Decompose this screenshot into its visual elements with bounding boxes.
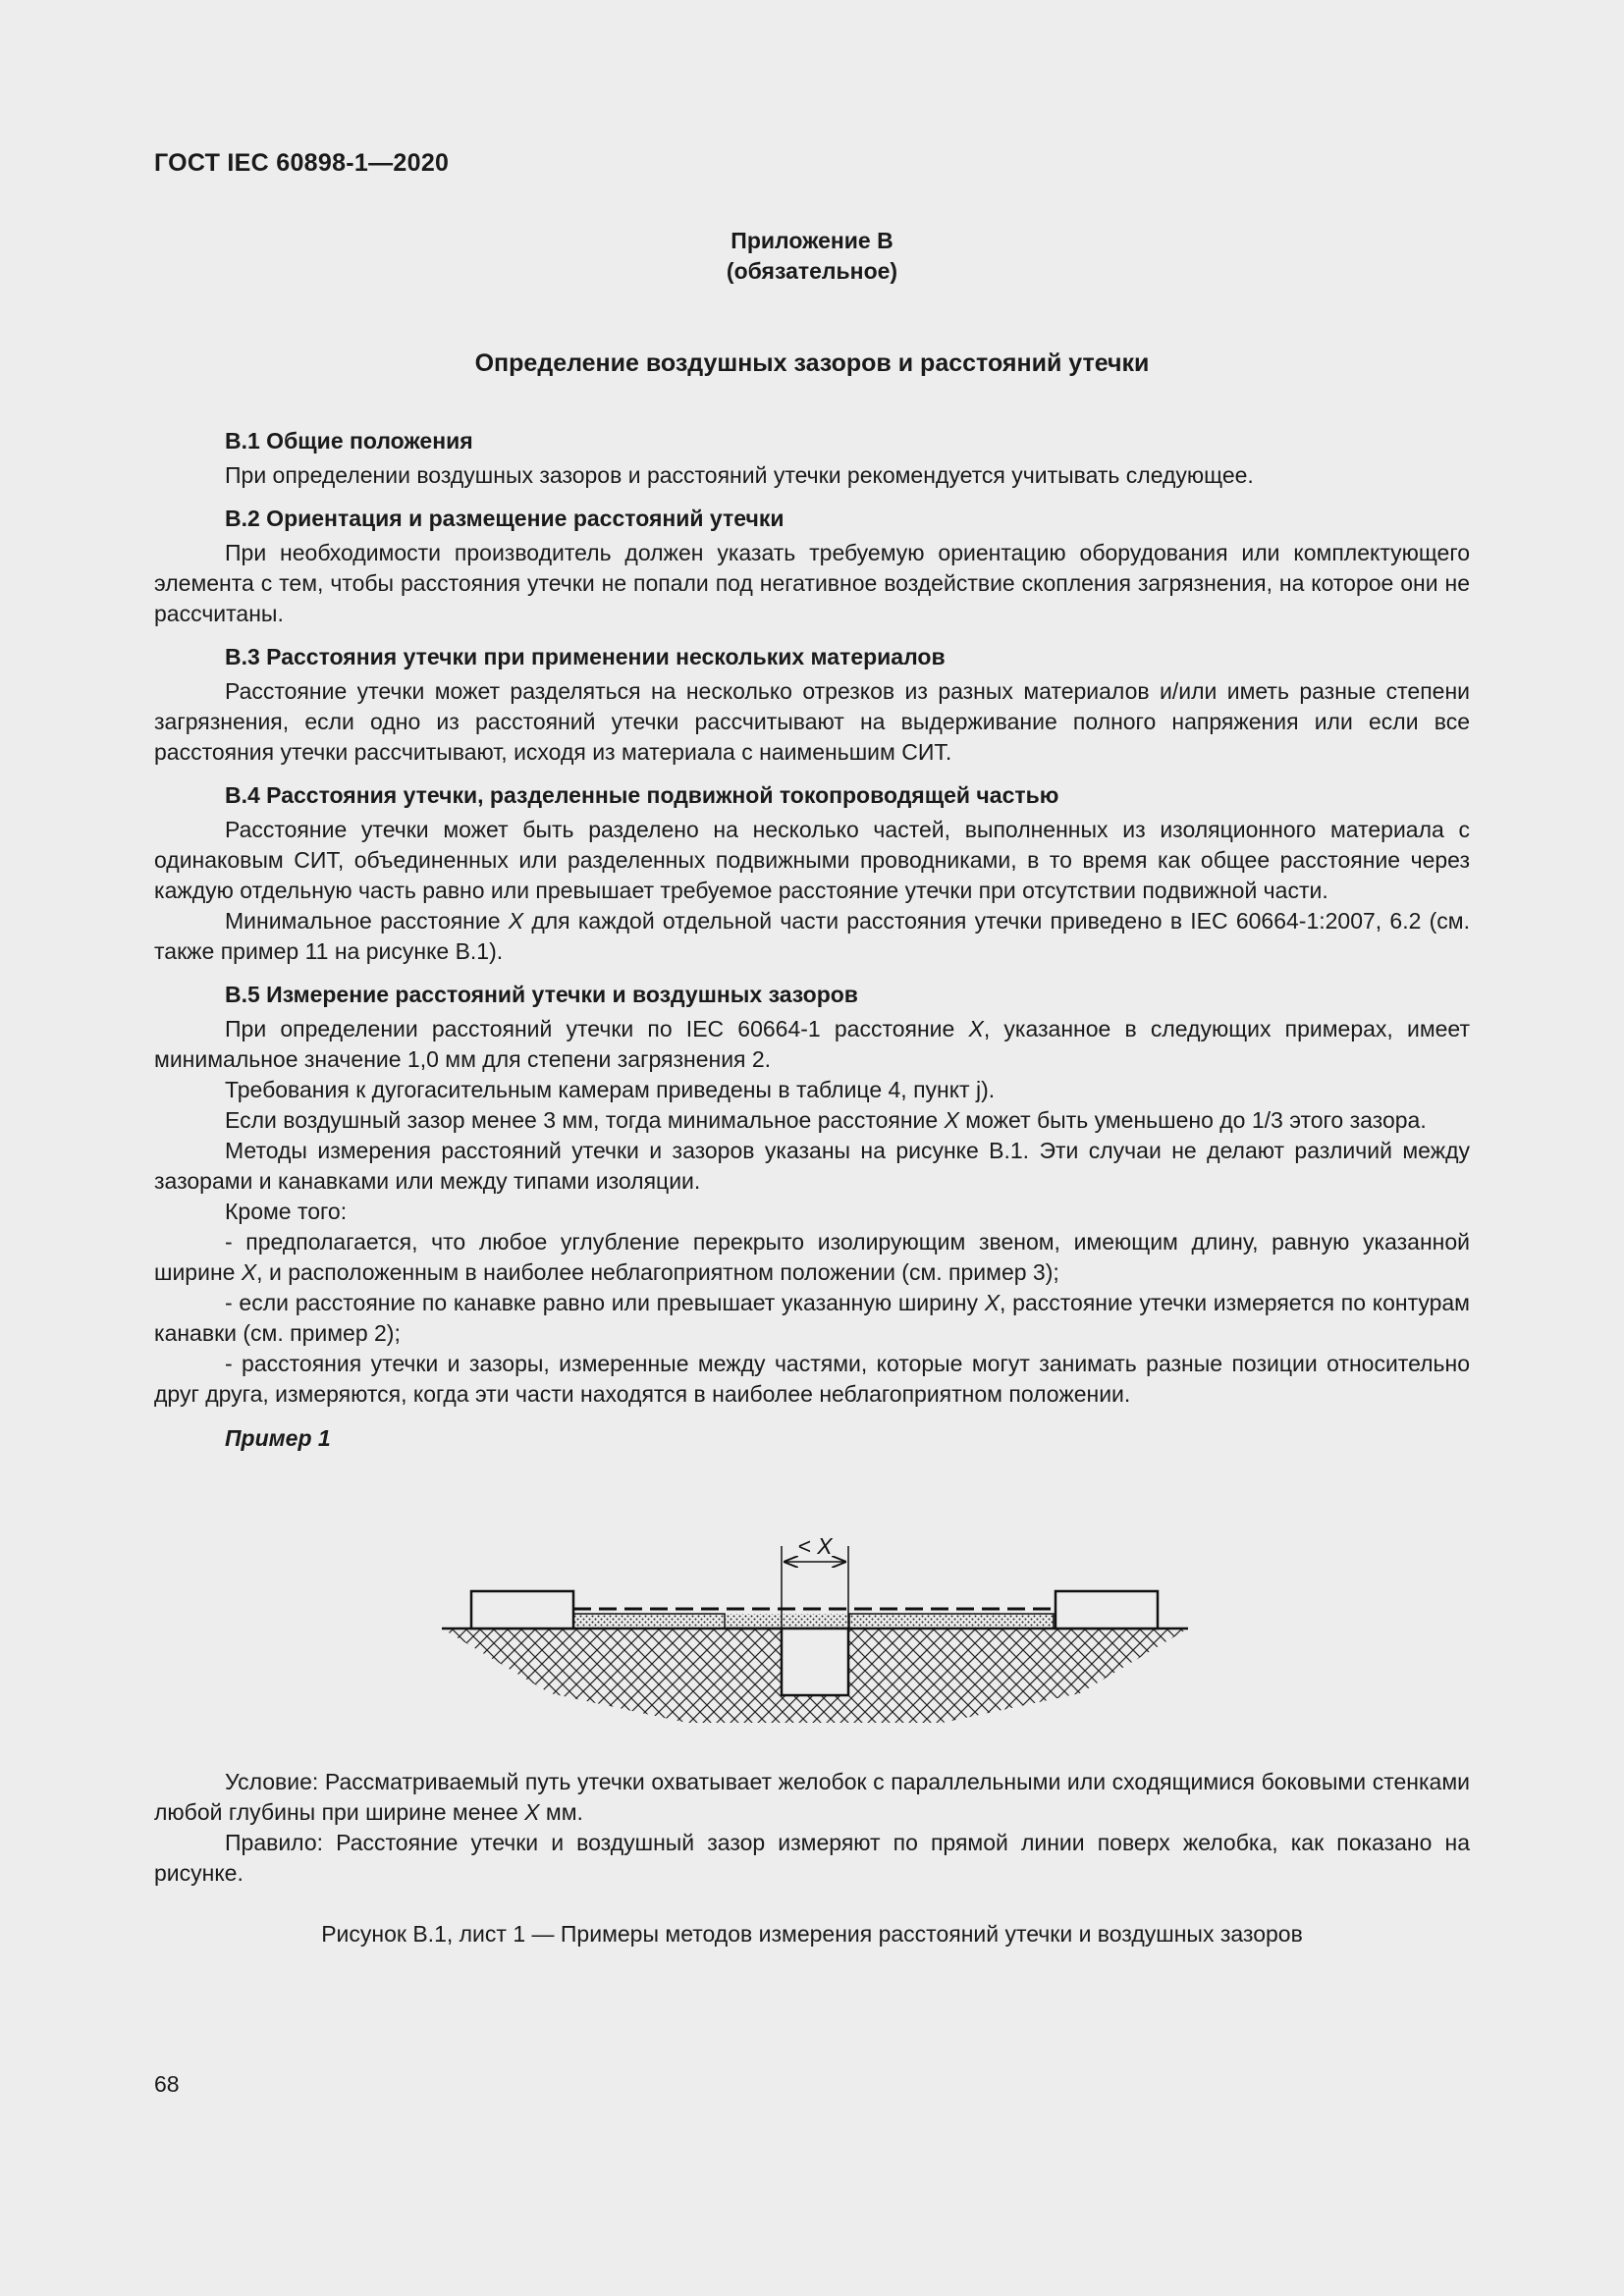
groove	[782, 1629, 848, 1695]
annex-name: Приложение В	[731, 228, 893, 253]
section-b5-text-1: При определении расстояний утечки по IEC 60664-1 расстояние X, указанное в следующих примерах, имеет минимальное значение 1,0 мм для степени загрязнения 2.	[154, 1016, 1470, 1072]
section-b2-text: При необходимости производитель должен указать требуемую ориентацию оборудования или комплектующего элемента с тем, чтобы расстояния утечки не попали под негативное воздействие скопления загрязнения, на которое они не рассчитаны.	[154, 540, 1470, 626]
conductor-right	[1056, 1591, 1158, 1629]
page-number: 68	[154, 2071, 180, 2097]
example-1-figure	[432, 1526, 1198, 1752]
section-b2-heading: В.2 Ориентация и размещение расстояний утечки	[225, 506, 785, 531]
section-b4-text-2: Минимальное расстояние X для каждой отдельной части расстояния утечки приведено в IEC 60664-1:2007, 6.2 (см. также пример 11 на рисунке В.1).	[154, 908, 1470, 964]
contamination-layer-right	[849, 1614, 1054, 1629]
condition-text: Условие: Рассматриваемый путь утечки охватывает желобок с параллельными или сходящимися боковыми стенками любой глубины при ширине менее X мм.	[154, 1769, 1470, 1825]
section-b5-list-item-2: - если расстояние по канавке равно или превышает указанную ширину X, расстояние утечки измеряется по контурам канавки (см. пример 2);	[154, 1290, 1470, 1346]
document-code: ГОСТ IEC 60898-1—2020	[154, 149, 450, 177]
contamination-layer-left	[573, 1614, 725, 1629]
section-b5-text-4: Методы измерения расстояний утечки и зазоров указаны на рисунке В.1. Эти случаи не делают различий между зазорами и канавками или между типами изоляции.	[154, 1138, 1470, 1194]
dimension-label: < X	[797, 1533, 833, 1559]
annex-type: (обязательное)	[726, 258, 898, 284]
conductor-left	[471, 1591, 573, 1629]
annex-title: Определение воздушных зазоров и расстояний утечки	[474, 349, 1150, 377]
section-b1-text: При определении воздушных зазоров и расстояний утечки рекомендуется учитывать следующее.	[225, 462, 1254, 488]
figure-caption: Рисунок В.1, лист 1 — Примеры методов измерения расстояний утечки и воздушных зазоров	[321, 1921, 1303, 1947]
section-b3-text: Расстояние утечки может разделяться на несколько отрезков из разных материалов и/или иметь разные степени загрязнения, если одно из расстояний утечки рассчитывают на выдерживание полного напряжения или если все расстояния утечки рассчитывают, исходя из материала с наименьшим СИТ.	[154, 678, 1470, 765]
section-b5-text-2: Требования к дугогасительным камерам приведены в таблице 4, пункт j).	[225, 1077, 996, 1102]
section-b4-heading: В.4 Расстояния утечки, разделенные подвижной токопроводящей частью	[225, 782, 1059, 808]
section-b4-text-1: Расстояние утечки может быть разделено на несколько частей, выполненных из изоляционного материала с одинаковым СИТ, объединенных или разделенных подвижными проводниками, в то время как общее расстояние через каждую отдельную часть равно или превышает требуемое расстояние утечки при отсутствии подвижной части.	[154, 817, 1470, 903]
annex-heading	[0, 226, 1624, 287]
section-b1-heading: В.1 Общие положения	[225, 428, 473, 454]
example-conditions	[154, 1767, 1470, 1889]
example-label: Пример 1	[225, 1425, 331, 1451]
section-b5-text-3: Если воздушный зазор менее 3 мм, тогда минимальное расстояние X может быть уменьшено до 1/3 этого зазора.	[225, 1107, 1427, 1133]
section-b5-heading: В.5 Измерение расстояний утечки и воздушных зазоров	[225, 982, 858, 1007]
rule-text: Правило: Расстояние утечки и воздушный зазор измеряют по прямой линии поверх желобка, как показано на рисунке.	[154, 1830, 1470, 1886]
section-b5-list-item-1: - предполагается, что любое углубление перекрыто изолирующим звеном, имеющим длину, равную указанной ширине X, и расположенным в наиболее неблагоприятном положении (см. пример 3);	[154, 1229, 1470, 1285]
section-b3-heading: В.3 Расстояния утечки при применении нескольких материалов	[225, 644, 946, 669]
section-b5-text-5: Кроме того:	[225, 1199, 348, 1224]
section-b5-list-item-3: - расстояния утечки и зазоры, измеренные между частями, которые могут занимать разные позиции относительно друг друга, измеряются, когда эти части находятся в наиболее неблагоприятном положении.	[154, 1351, 1470, 1407]
document-body	[154, 426, 1470, 1454]
